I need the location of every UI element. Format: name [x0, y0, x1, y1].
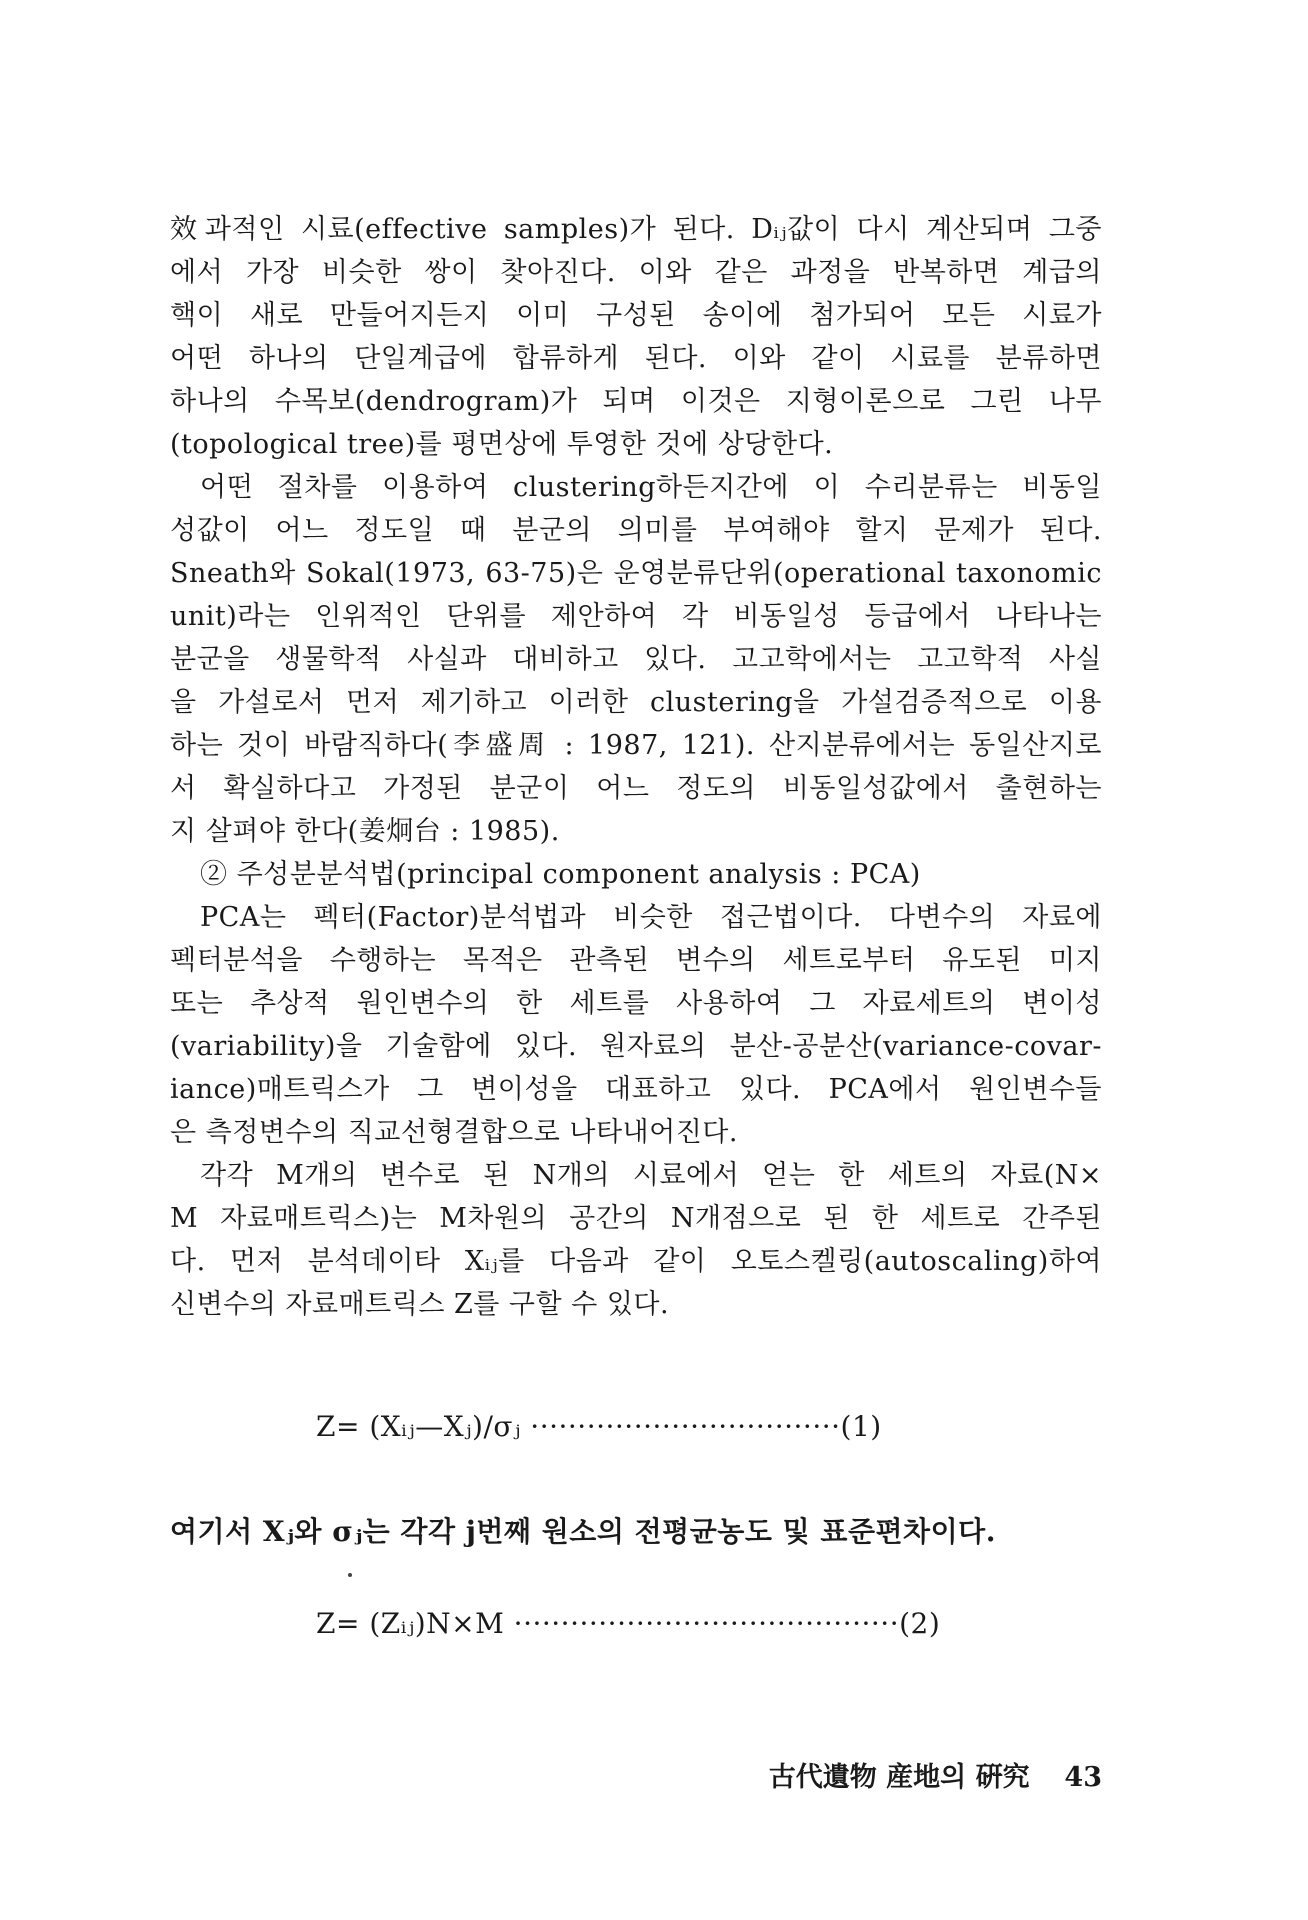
- text-line: (variability)을 기술함에 있다. 원자료의 분산-공분산(variance-covar-: [170, 1031, 1102, 1062]
- text-line: 성값이 어느 정도일 때 분군의 의미를 부여해야 할지 문제가 된다.: [170, 515, 1102, 546]
- text-line: M 자료매트릭스)는 M차원의 공간의 N개점으로 된 한 세트로 간주된: [170, 1203, 1102, 1234]
- text-line: unit)라는 인위적인 단위를 제안하여 각 비동일성 등급에서 나타나는: [170, 601, 1102, 632]
- text-line: 을 가설로서 먼저 제기하고 이러한 clustering을 가설검증적으로 이용: [170, 687, 1102, 718]
- text-line: 분군을 생물학적 사실과 대비하고 있다. 고고학에서는 고고학적 사실: [170, 644, 1102, 675]
- text-line: 어떤 절차를 이용하여 clustering하든지간에 이 수리분류는 비동일: [200, 472, 1102, 503]
- text-line: 펙터분석을 수행하는 목적은 관측된 변수의 세트로부터 유도된 미지: [170, 945, 1102, 976]
- body-text: [170, 208, 1102, 1326]
- text-line: 신변수의 자료매트릭스 Z를 구할 수 있다.: [170, 1289, 670, 1320]
- text-line: iance)매트릭스가 그 변이성을 대표하고 있다. PCA에서 원인변수들: [170, 1074, 1102, 1105]
- text-line: 效과적인 시료(effective samples)가 된다. Dᵢⱼ값이 다시 계산되며 그중: [170, 214, 1102, 245]
- text-line: 하나의 수목보(dendrogram)가 되며 이것은 지형이론으로 그린 나무: [170, 386, 1102, 417]
- equation-2: Z= (Zᵢⱼ)N×M ·········································(2): [316, 1607, 941, 1640]
- text-line: PCA는 펙터(Factor)분석법과 비슷한 접근법이다. 다변수의 자료에: [200, 902, 1102, 933]
- text-line: 지 살펴야 한다(姜炯台 : 1985).: [170, 816, 560, 847]
- text-line: 또는 추상적 원인변수의 한 세트를 사용하여 그 자료세트의 변이성: [170, 988, 1102, 1019]
- text-line: 어떤 하나의 단일계급에 합류하게 된다. 이와 같이 시료를 분류하면: [170, 343, 1102, 374]
- text-line: 핵이 새로 만들어지든지 이미 구성된 송이에 첨가되어 모든 시료가: [170, 300, 1102, 331]
- text-line: Sneath와 Sokal(1973, 63-75)은 운영분류단위(operational taxonomic: [170, 558, 1102, 589]
- section-heading: ② 주성분분석법(principal component analysis : PCA): [200, 859, 921, 890]
- running-title: 古代遺物 産地의 硏究: [768, 1762, 1030, 1793]
- page-number: 43: [1064, 1762, 1102, 1793]
- text-line: 각각 M개의 변수로 된 N개의 시료에서 얻는 한 세트의 자료(N×: [200, 1160, 1102, 1191]
- text-line: 하는 것이 바람직하다(李盛周 : 1987, 121). 산지분류에서는 동일산지로: [170, 730, 1102, 761]
- text-line: 다. 먼저 분석데이타 Xᵢⱼ를 다음과 같이 오토스켈링(autoscaling)하여: [170, 1246, 1102, 1277]
- text-line: (topological tree)를 평면상에 투영한 것에 상당한다.: [170, 429, 834, 460]
- text-line: 은 측정변수의 직교선형결합으로 나타내어진다.: [170, 1117, 738, 1148]
- stray-dot: [348, 1573, 352, 1577]
- text-line: 에서 가장 비슷한 쌍이 찾아진다. 이와 같은 과정을 반복하면 계급의: [170, 257, 1102, 288]
- text-line: 서 확실하다고 가정된 분군이 어느 정도의 비동일성값에서 출현하는: [170, 773, 1102, 804]
- page-footer: [769, 1755, 1102, 1794]
- equation-note: 여기서 Xⱼ와 σⱼ는 각각 j번째 원소의 전평균농도 및 표준편차이다.: [170, 1515, 996, 1548]
- equation-1: Z= (Xᵢⱼ—Xⱼ)/σⱼ ·································(1): [316, 1410, 882, 1443]
